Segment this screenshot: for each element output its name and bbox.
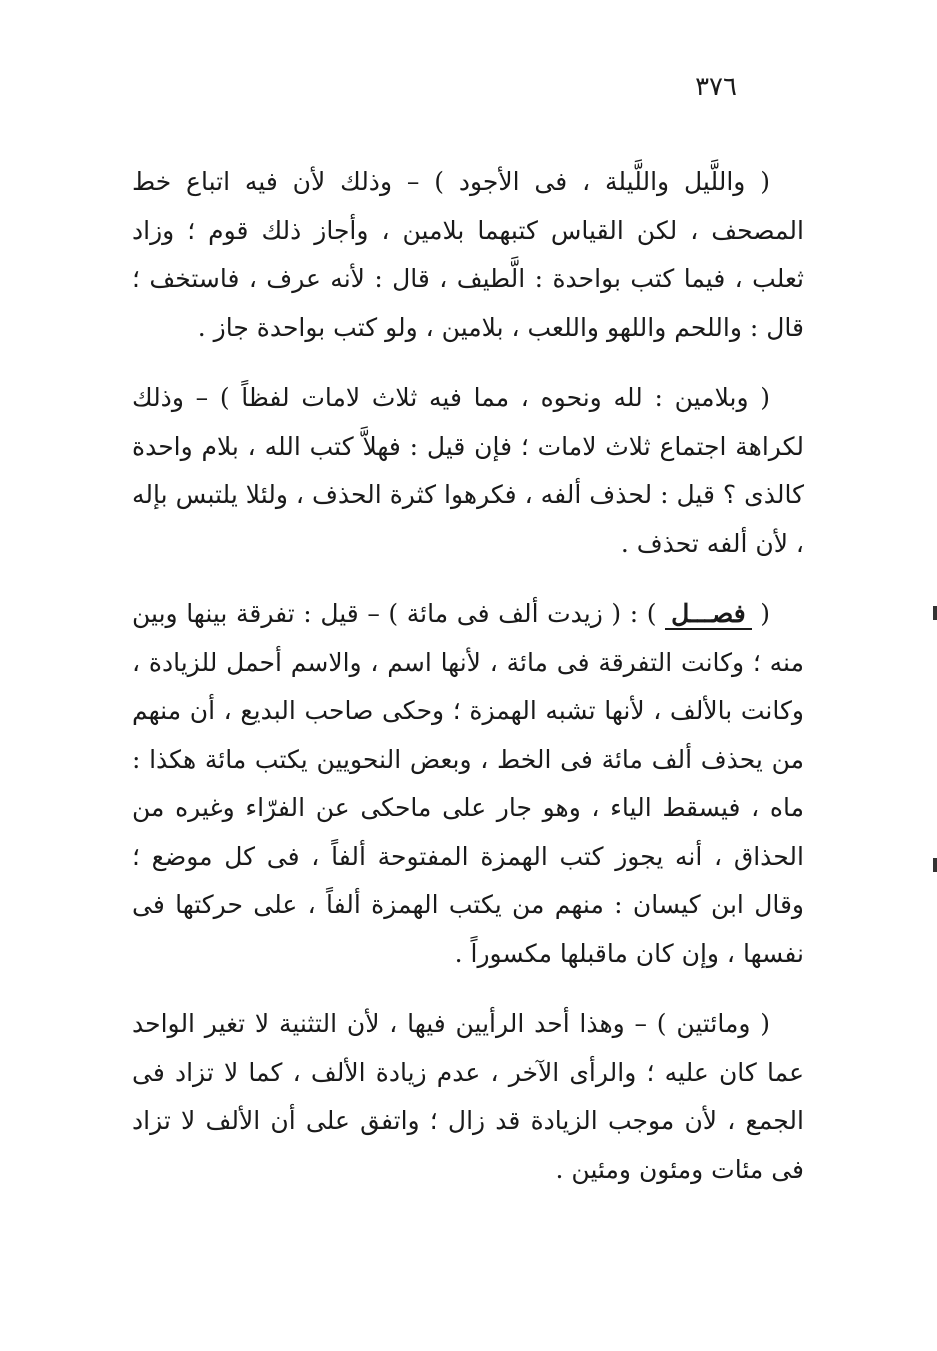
- paragraph-1: ( واللَّيل واللَّيلة ، فى الأجود ) – وذلك لأن فيه اتباع خط المصحف ، لكن القياس كتبهما بلامين ، وأجاز ذلك قوم ؛ وزاد ثعلب ، فيما كتب بواحدة : الَّطيف ، قال : لأنه عرف ، فاستخف ؛ قال : واللحم واللهو واللعب ، بلامين ، ولو كتب بواحدة جاز .: [132, 167, 804, 342]
- page-body: [132, 158, 804, 1194]
- paragraph-4: ( ومائتين ) – وهذا أحد الرأيين فيها ، لأن التثنية لا تغير الواحد عما كان عليه ؛ والرأى الآخر ، عدم زيادة الألف ، كما لا تزاد فى الجمع ، لأن موجب الزيادة قد زال ؛ واتفق على أن الألف لا تزاد فى مئات ومئون ومئين .: [132, 1009, 804, 1184]
- page-number: ٣٧٦: [695, 72, 737, 102]
- paragraph-3-open: (: [751, 599, 770, 628]
- paragraph-3: [132, 590, 804, 978]
- scan-edge-mark: [933, 858, 937, 872]
- scan-edge-mark: [933, 606, 937, 620]
- paragraph-2: ( وبلامين : لله ونحوه ، مما فيه ثلاث لامات لفظاً ) – وذلك لكراهة اجتماع ثلاث لامات ؛ فإن قيل : فهلاَّ كتب الله ، بلام واحدة كالذى ؟ قيل : لحذف ألفه ، فكرهوا كثرة الحذف ، ولئلا يلتبس بإله ، لأن ألفه تحذف .: [132, 383, 804, 558]
- paragraph-3-text: ) : ( زيدت ألف فى مائة ) – قيل : تفرقة بينها وبين منه ؛ وكانت التفرقة فى مائة ، لأنها اسم ، والاسم أحمل للزيادة ، وكانت بالألف ، لأنها تشبه الهمزة ؛ وحكى صاحب البديع ، أن منهم من يحذف ألف مائة فى الخط ، وبعض النحويين يكتب مائة هكذا : ماه ، فيسقط الياء ، وهو جار على ماحكى عن الفرّاء وغيره من الحذاق ، أنه يجوز كتب الهمزة المفتوحة ألفاً ، فى كل موضع ؛ وقال ابن كيسان : منهم من يكتب الهمزة ألفاً ، على حركتها فى نفسها ، وإن كان ماقبلها مكسوراً .: [132, 599, 804, 968]
- section-heading: فصـــل: [665, 599, 752, 630]
